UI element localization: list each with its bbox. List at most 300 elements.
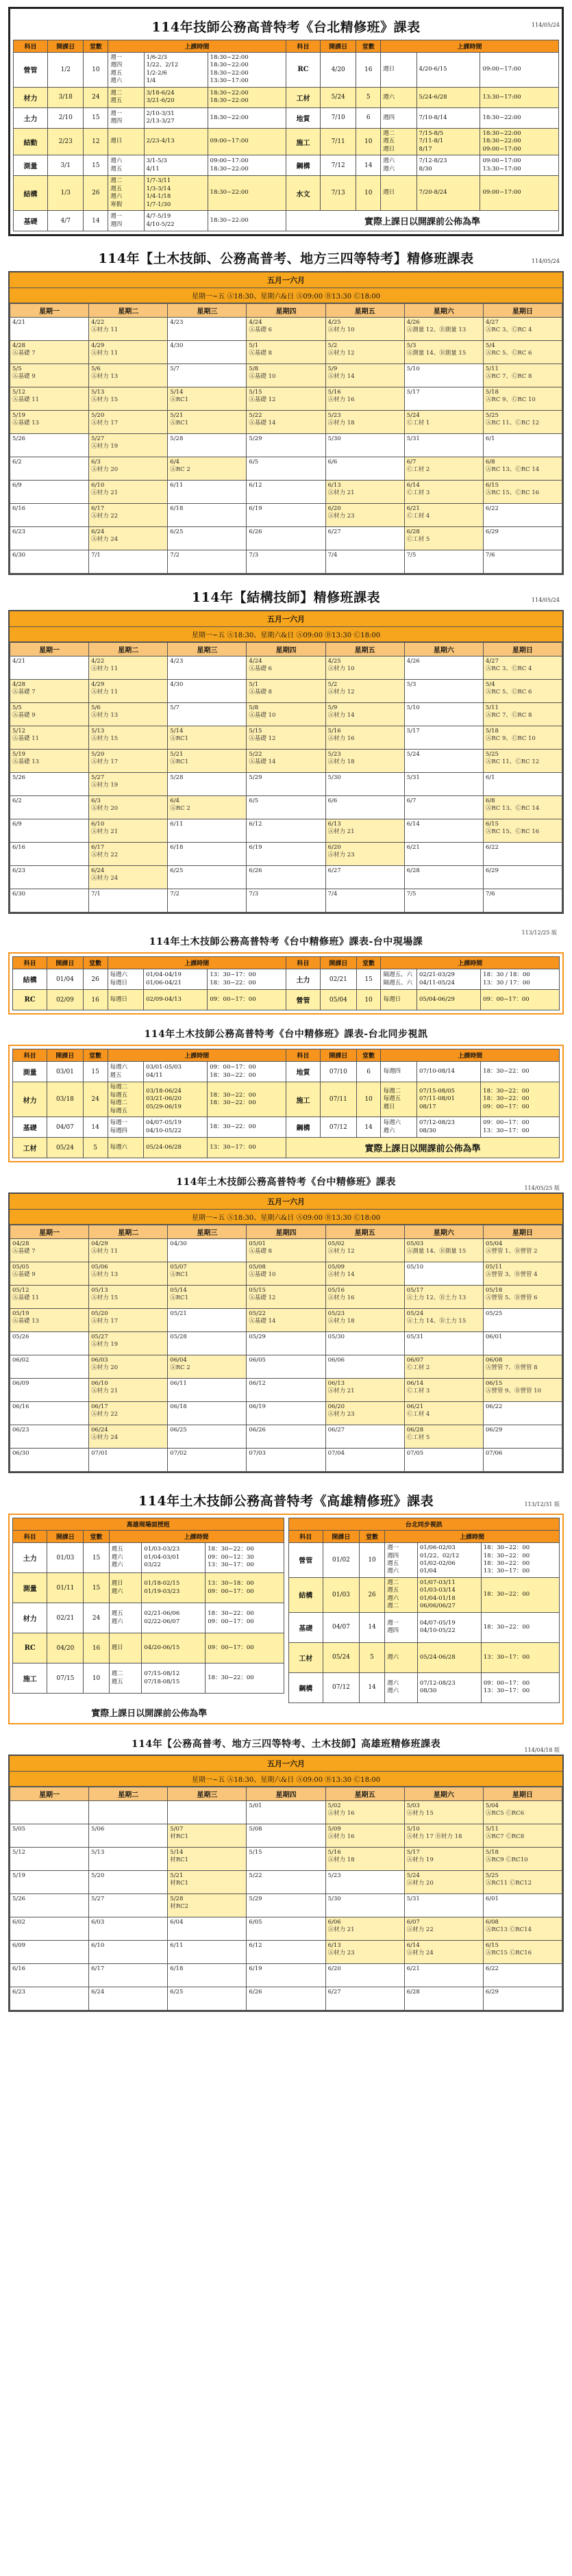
day-date: 4/24 <box>249 319 262 327</box>
calendar-week <box>10 1402 562 1425</box>
course-cell: 26 <box>359 1577 384 1612</box>
column-header: 上課時間 <box>108 40 286 53</box>
day-date: 5/19 <box>12 412 26 420</box>
column-header: 上課時間 <box>381 1049 560 1062</box>
calendar-day <box>404 703 483 726</box>
column-header: 科目 <box>286 1049 320 1062</box>
day-event: ⒶRC 9、ⒸRC 10 <box>485 735 536 743</box>
day-date: 4/23 <box>170 658 184 665</box>
day-date: 04/29 <box>91 1240 108 1248</box>
day-date: 5/2 <box>327 342 338 350</box>
course-row <box>14 128 559 155</box>
calendar-week <box>10 364 562 387</box>
calendar-day <box>247 1800 325 1824</box>
calendar-day <box>247 481 325 504</box>
calendar-day <box>325 1824 404 1847</box>
calendar-day <box>10 457 89 481</box>
weekday-header: 星期六 <box>404 1787 483 1800</box>
course-cell: 營管 <box>288 1543 323 1578</box>
calendar-day <box>404 411 483 434</box>
day-date: 05/19 <box>12 1310 29 1318</box>
version-label: 113/12/25 版 <box>521 930 557 936</box>
day-date: 4/30 <box>170 681 184 689</box>
calendar-day <box>247 527 325 550</box>
calendar-day <box>247 656 325 680</box>
calendar-day <box>247 341 325 364</box>
day-event: ⒶRC5 ⒸRC6 <box>485 1809 525 1817</box>
day-event: Ⓒ工材 4 <box>406 513 430 520</box>
weekday-header: 星期一 <box>10 643 89 656</box>
day-date: 05/29 <box>249 1334 266 1341</box>
course-cell: 04/20 <box>47 1633 84 1663</box>
day-date: 6/06 <box>327 1918 341 1926</box>
day-event: Ⓐ材力 20 <box>406 1879 434 1887</box>
course-cell: 週二 週五 <box>109 1663 142 1694</box>
day-event: Ⓐ材力 17 Ⓑ材力 18 <box>406 1833 462 1840</box>
course-frame <box>8 952 564 1015</box>
column-header: 堂數 <box>84 1531 109 1543</box>
calendar-day <box>89 1402 168 1425</box>
day-date: 6/30 <box>12 552 26 559</box>
calendar-day <box>483 773 562 796</box>
day-event: Ⓐ材力 20 <box>91 1364 119 1372</box>
day-date: 6/5 <box>249 798 259 805</box>
calendar-day <box>483 457 562 481</box>
day-date: 5/6 <box>91 366 101 373</box>
day-date: 05/31 <box>406 1334 424 1341</box>
column-header: 堂數 <box>359 1531 384 1543</box>
schedule-note: 實際上課日以開課前公佈為準 <box>286 211 558 231</box>
day-date: 6/29 <box>485 1988 499 1995</box>
day-event: 材RC1 <box>170 1856 189 1863</box>
day-date: 6/17 <box>91 844 105 852</box>
calendar-day <box>325 341 404 364</box>
day-event: ⒶRC1 <box>170 758 189 766</box>
day-date: 06/05 <box>249 1357 266 1364</box>
calendar-day <box>325 843 404 866</box>
calendar-day <box>89 481 168 504</box>
calendar-day <box>168 1963 247 1987</box>
course-cell: 5 <box>356 87 381 107</box>
calendar-day <box>247 1917 325 1940</box>
taipei-course-section <box>8 7 564 236</box>
course-cell: 週日 <box>381 53 416 88</box>
calendar-week <box>10 1893 562 1917</box>
day-date: 7/4 <box>327 552 338 559</box>
calendar-day <box>168 843 247 866</box>
section-title: 114年【土木技師、公務高普考、地方三四等特考】精修班課表 <box>98 251 474 267</box>
day-date: 4/22 <box>91 319 105 327</box>
column-header: 科目 <box>288 1531 323 1543</box>
weekday-header: 星期日 <box>483 1787 562 1800</box>
calendar-day <box>404 1425 483 1449</box>
day-date: 6/02 <box>12 1918 26 1926</box>
day-date: 6/16 <box>12 505 26 513</box>
calendar-day <box>483 1262 562 1286</box>
calendar-day <box>10 1286 89 1309</box>
calendar-day <box>247 550 325 574</box>
course-cell: 07/10-08/14 <box>417 1062 481 1082</box>
course-cell: 鋼構 <box>288 1672 323 1703</box>
calendar-day <box>247 457 325 481</box>
course-cell: 09:00~17:00 <box>480 176 559 211</box>
calendar-day <box>247 318 325 341</box>
day-date: 6/23 <box>12 867 26 875</box>
day-event: Ⓐ材力 24 <box>91 875 119 882</box>
calendar-day <box>483 1402 562 1425</box>
calendar-day <box>247 750 325 773</box>
month-band: 五月一六月 <box>10 611 562 627</box>
day-date: 5/14 <box>170 389 184 396</box>
day-date: 5/13 <box>91 728 105 735</box>
section-title: 114年土木技師公務高普特考《台中精修班》課表-台中現場課 <box>149 936 423 948</box>
weekday-header: 星期二 <box>89 643 168 656</box>
course-cell: 工材 <box>288 1642 323 1672</box>
day-date: 6/28 <box>406 867 420 875</box>
calendar-day <box>89 796 168 819</box>
calendar-day <box>168 434 247 457</box>
calendar-week <box>10 1987 562 2010</box>
day-event: Ⓐ材力 22 <box>91 513 119 520</box>
day-event: Ⓐ材力 14 <box>327 712 355 719</box>
day-event: Ⓐ材力 13 <box>91 712 119 719</box>
course-cell: 週日 <box>381 176 416 211</box>
calendar-day <box>89 341 168 364</box>
calendar-day <box>168 387 247 411</box>
calendar-day <box>89 1940 168 1963</box>
calendar-day <box>10 1800 89 1824</box>
course-cell: 16 <box>84 1633 109 1663</box>
calendar-day <box>404 843 483 866</box>
course-cell: 施工 <box>13 1663 47 1694</box>
day-date: 5/5 <box>12 366 22 373</box>
day-event: ⒶRC15 ⒸRC16 <box>485 1949 532 1956</box>
calendar-day <box>247 866 325 889</box>
calendar-day <box>247 1262 325 1286</box>
day-date: 5/18 <box>485 728 499 735</box>
calendar <box>8 271 564 575</box>
column-header: 開課日 <box>47 1531 84 1543</box>
course-cell: 01/03 <box>323 1577 359 1612</box>
calendar-day <box>325 1987 404 2010</box>
day-event: Ⓐ基礎 8 <box>249 350 273 357</box>
day-date: 6/20 <box>327 505 341 513</box>
day-event: ⒶRC 3、ⒸRC 4 <box>485 327 532 334</box>
day-event: Ⓐ材力 21 <box>91 828 119 836</box>
day-date: 4/26 <box>406 658 420 665</box>
calendar-day <box>404 527 483 550</box>
course-cell: 週五 週六 <box>109 1603 142 1633</box>
day-date: 6/10 <box>91 821 105 828</box>
day-event: Ⓐ基礎 12 <box>249 735 276 743</box>
column-header: 開課日 <box>323 1531 359 1543</box>
course-cell: 12 <box>84 128 108 155</box>
calendar-day <box>10 364 89 387</box>
day-date: 5/21 <box>170 751 184 758</box>
column-header: 上課時間 <box>108 957 286 969</box>
day-date: 07/06 <box>485 1450 503 1457</box>
day-date: 6/15 <box>485 482 499 489</box>
calendar-week <box>10 341 562 364</box>
course-cell: 週日 <box>108 128 144 155</box>
course-cell: 週六 週五 <box>108 155 144 176</box>
course-row <box>13 1543 284 1573</box>
course-cell: 18:30~22:00 <box>208 107 286 128</box>
course-cell: 02/21-06/06 02/22-06/07 <box>142 1603 206 1633</box>
day-date: 6/13 <box>327 482 341 489</box>
day-date: 7/6 <box>485 891 495 898</box>
section-title: 114年土木技師公務高普特考《台中精修班》課表-台北同步視訊 <box>144 1029 428 1041</box>
calendar-day <box>325 1449 404 1472</box>
course-row <box>288 1543 560 1578</box>
course-cell: 04/07 <box>323 1612 359 1642</box>
day-date: 6/17 <box>91 505 105 513</box>
calendar-day <box>404 387 483 411</box>
day-date: 5/24 <box>406 1872 420 1879</box>
calendar-day <box>404 1963 483 1987</box>
day-event: ⒶRC 7、ⒸRC 8 <box>485 712 532 719</box>
calendar-day <box>247 411 325 434</box>
day-date: 6/15 <box>485 1941 499 1949</box>
day-event: Ⓐ材力 10 <box>327 665 355 673</box>
calendar-day <box>10 1309 89 1332</box>
course-cell: 5/24 <box>320 87 356 107</box>
course-cell: 14 <box>83 1117 108 1138</box>
day-event: Ⓐ基礎 13 <box>12 420 40 427</box>
column-header: 堂數 <box>84 40 108 53</box>
calendar-day <box>325 318 404 341</box>
course-cell: 03/01 <box>47 1062 84 1082</box>
course-cell: 24 <box>84 1603 109 1633</box>
day-date: 6/26 <box>249 867 262 875</box>
calendar-day <box>325 1963 404 1987</box>
day-date: 6/23 <box>12 528 26 536</box>
day-event: Ⓐ材力 18 <box>327 1856 355 1863</box>
calendar-day <box>89 1286 168 1309</box>
day-event: Ⓐ材力 21 <box>327 489 355 497</box>
day-date: 6/13 <box>327 821 341 828</box>
course-cell: 26 <box>84 176 108 211</box>
calendar-day <box>89 680 168 703</box>
day-date: 4/28 <box>12 342 26 350</box>
course-cell: 2/10 <box>48 107 84 128</box>
day-event: Ⓐ材力 13 <box>91 373 119 381</box>
calendar-day <box>168 527 247 550</box>
day-event: Ⓐ測量 14、Ⓑ測量 15 <box>406 1248 467 1255</box>
course-cell: 18：30~22：00 <box>481 1612 559 1642</box>
weekday-header: 星期日 <box>483 643 562 656</box>
calendar-day <box>89 457 168 481</box>
calendar-day <box>10 889 89 913</box>
calendar-week <box>10 680 562 703</box>
course-cell: 每週六 每週日 <box>108 969 144 990</box>
calendar-day <box>404 680 483 703</box>
day-date: 6/6 <box>327 798 338 805</box>
calendar-day <box>10 1847 89 1870</box>
column-header: 堂數 <box>356 1049 381 1062</box>
day-event: Ⓐ材力 18 <box>327 1318 355 1325</box>
calendar-day <box>89 1800 168 1824</box>
calendar-day <box>483 1893 562 1917</box>
calendar-day <box>89 889 168 913</box>
day-event: Ⓐ材力 21 <box>327 828 355 836</box>
course-cell: 週五 週六 週六 <box>109 1543 142 1573</box>
day-date: 5/11 <box>485 704 499 712</box>
course-row <box>14 176 559 211</box>
calendar-week <box>10 1449 562 1472</box>
course-cell: RC <box>13 1633 47 1663</box>
day-date: 5/25 <box>485 1872 499 1879</box>
day-event: Ⓐ材力 14 <box>327 1271 355 1279</box>
day-date: 7/1 <box>91 891 101 898</box>
day-date: 06/26 <box>249 1427 266 1434</box>
calendar-day <box>404 726 483 750</box>
day-event: Ⓐ材力 24 <box>91 1434 119 1442</box>
civil-calendar-section <box>8 243 564 575</box>
calendar-day <box>325 504 404 527</box>
day-event: Ⓐ測量 14、Ⓑ測量 15 <box>406 350 467 357</box>
course-cell: 09：00~17：00 13：30~17：00 <box>481 1117 560 1138</box>
course-cell: 週一 週四 <box>108 107 144 128</box>
weekday-header: 星期四 <box>247 1787 325 1800</box>
day-event: Ⓐ材力 11 <box>91 1248 119 1255</box>
calendar-day <box>10 750 89 773</box>
calendar-day <box>483 1963 562 1987</box>
day-date: 6/9 <box>12 482 22 489</box>
course-cell: 7/10-8/14 <box>416 107 480 128</box>
course-row <box>13 1117 560 1138</box>
calendar-day <box>247 889 325 913</box>
course-cell: 7/15-8/5 7/11-8/1 8/17 <box>416 128 480 155</box>
day-event: Ⓐ材力 18 <box>327 420 355 427</box>
day-date: 5/12 <box>12 1848 26 1856</box>
course-cell: 05/24-06/28 <box>144 1138 208 1158</box>
calendar-week <box>10 411 562 434</box>
day-date: 5/4 <box>485 342 495 350</box>
course-cell: 16 <box>83 990 108 1010</box>
calendar-day <box>89 866 168 889</box>
structure-calendar-section <box>8 582 564 914</box>
day-date: 06/03 <box>91 1357 108 1364</box>
day-date: 6/22 <box>485 1965 499 1972</box>
day-event: Ⓐ材力 15 <box>406 1809 434 1817</box>
calendar-day <box>247 1893 325 1917</box>
day-date: 6/07 <box>406 1918 420 1926</box>
column-header: 科目 <box>286 957 320 969</box>
day-date: 5/18 <box>485 389 499 396</box>
day-date: 6/21 <box>406 844 420 852</box>
day-date: 4/30 <box>170 342 184 350</box>
course-cell: 15 <box>84 1543 109 1573</box>
calendar-day <box>247 1963 325 1987</box>
day-event: ⒶRC7 ⒸRC8 <box>485 1833 525 1840</box>
course-cell: 4/7-5/19 4/10-5/22 <box>144 211 208 231</box>
course-cell: 週六 週六 <box>381 155 416 176</box>
day-date: 6/21 <box>406 505 420 513</box>
calendar-day <box>404 1917 483 1940</box>
calendar-day <box>247 1449 325 1472</box>
day-date: 6/11 <box>170 482 184 489</box>
calendar-day <box>89 1332 168 1355</box>
calendar-day <box>10 773 89 796</box>
version-label: 113/12/31 版 <box>524 1501 560 1508</box>
calendar-day <box>168 773 247 796</box>
course-cell: 01/03-03/23 01/04-03/01 03/22 <box>142 1543 206 1573</box>
calendar-day <box>404 1870 483 1893</box>
calendar-day <box>10 550 89 574</box>
day-date: 5/04 <box>485 1802 499 1809</box>
course-cell: 水文 <box>286 176 320 211</box>
column-header: 開課日 <box>320 40 356 53</box>
course-cell: 10 <box>359 1543 384 1578</box>
calendar-day <box>10 527 89 550</box>
section-title: 114年技師公務高普特考《台北精修班》課表 <box>151 20 421 35</box>
course-row <box>14 87 559 107</box>
day-event: Ⓐ土力 14、Ⓑ土力 15 <box>406 1318 467 1325</box>
calendar-day <box>325 457 404 481</box>
day-event: Ⓐ基礎 10 <box>249 373 276 381</box>
calendar-day <box>404 457 483 481</box>
course-cell: 2/23-4/13 <box>144 128 208 155</box>
calendar-day <box>10 1870 89 1893</box>
course-cell: 7/11 <box>320 128 356 155</box>
day-event: Ⓐ材力 18 <box>327 758 355 766</box>
calendar-day <box>483 680 562 703</box>
column-header: 上課時間 <box>385 1531 560 1543</box>
day-date: 05/15 <box>249 1287 266 1295</box>
day-date: 5/14 <box>170 728 184 735</box>
course-table <box>13 40 559 231</box>
day-date: 5/15 <box>249 728 262 735</box>
day-date: 6/13 <box>327 1941 341 1949</box>
day-event: Ⓐ基礎 9 <box>12 1271 36 1279</box>
course-cell: 15 <box>83 1062 108 1082</box>
day-date: 05/09 <box>327 1264 345 1271</box>
calendar-day <box>247 680 325 703</box>
calendar-day <box>89 843 168 866</box>
calendar-day <box>325 1425 404 1449</box>
calendar-day <box>168 550 247 574</box>
calendar-day <box>89 1309 168 1332</box>
day-event: Ⓐ材力 19 <box>91 1341 119 1349</box>
column-header: 科目 <box>13 1531 47 1543</box>
course-cell: 18：30~22：00 09：00~12：30 13：30~17：00 <box>206 1543 284 1573</box>
day-date: 5/28 <box>170 774 184 782</box>
day-date: 5/26 <box>12 1895 26 1902</box>
day-event: ⒶRC1 <box>170 396 189 404</box>
calendar-week <box>10 819 562 843</box>
course-cell: 03/18 <box>47 1082 84 1117</box>
day-event: Ⓒ工材 5 <box>406 1434 430 1442</box>
calendar-day <box>89 387 168 411</box>
calendar-day <box>168 1987 247 2010</box>
course-cell: 14 <box>356 1117 381 1138</box>
calendar-day <box>325 726 404 750</box>
calendar-day <box>168 1355 247 1379</box>
course-cell: 測量 <box>13 1062 47 1082</box>
course-row <box>13 1663 284 1694</box>
calendar-day <box>89 773 168 796</box>
calendar-day <box>168 796 247 819</box>
day-event: Ⓐ基礎 7 <box>12 350 36 357</box>
day-date: 5/05 <box>12 1825 26 1833</box>
column-header: 上課時間 <box>109 1531 284 1543</box>
course-cell: 基礎 <box>288 1612 323 1642</box>
course-cell: 週一 週四 <box>385 1612 418 1642</box>
course-frame <box>8 1514 564 1724</box>
course-cell: 05/24 <box>47 1138 84 1158</box>
day-date: 6/04 <box>170 1918 184 1926</box>
